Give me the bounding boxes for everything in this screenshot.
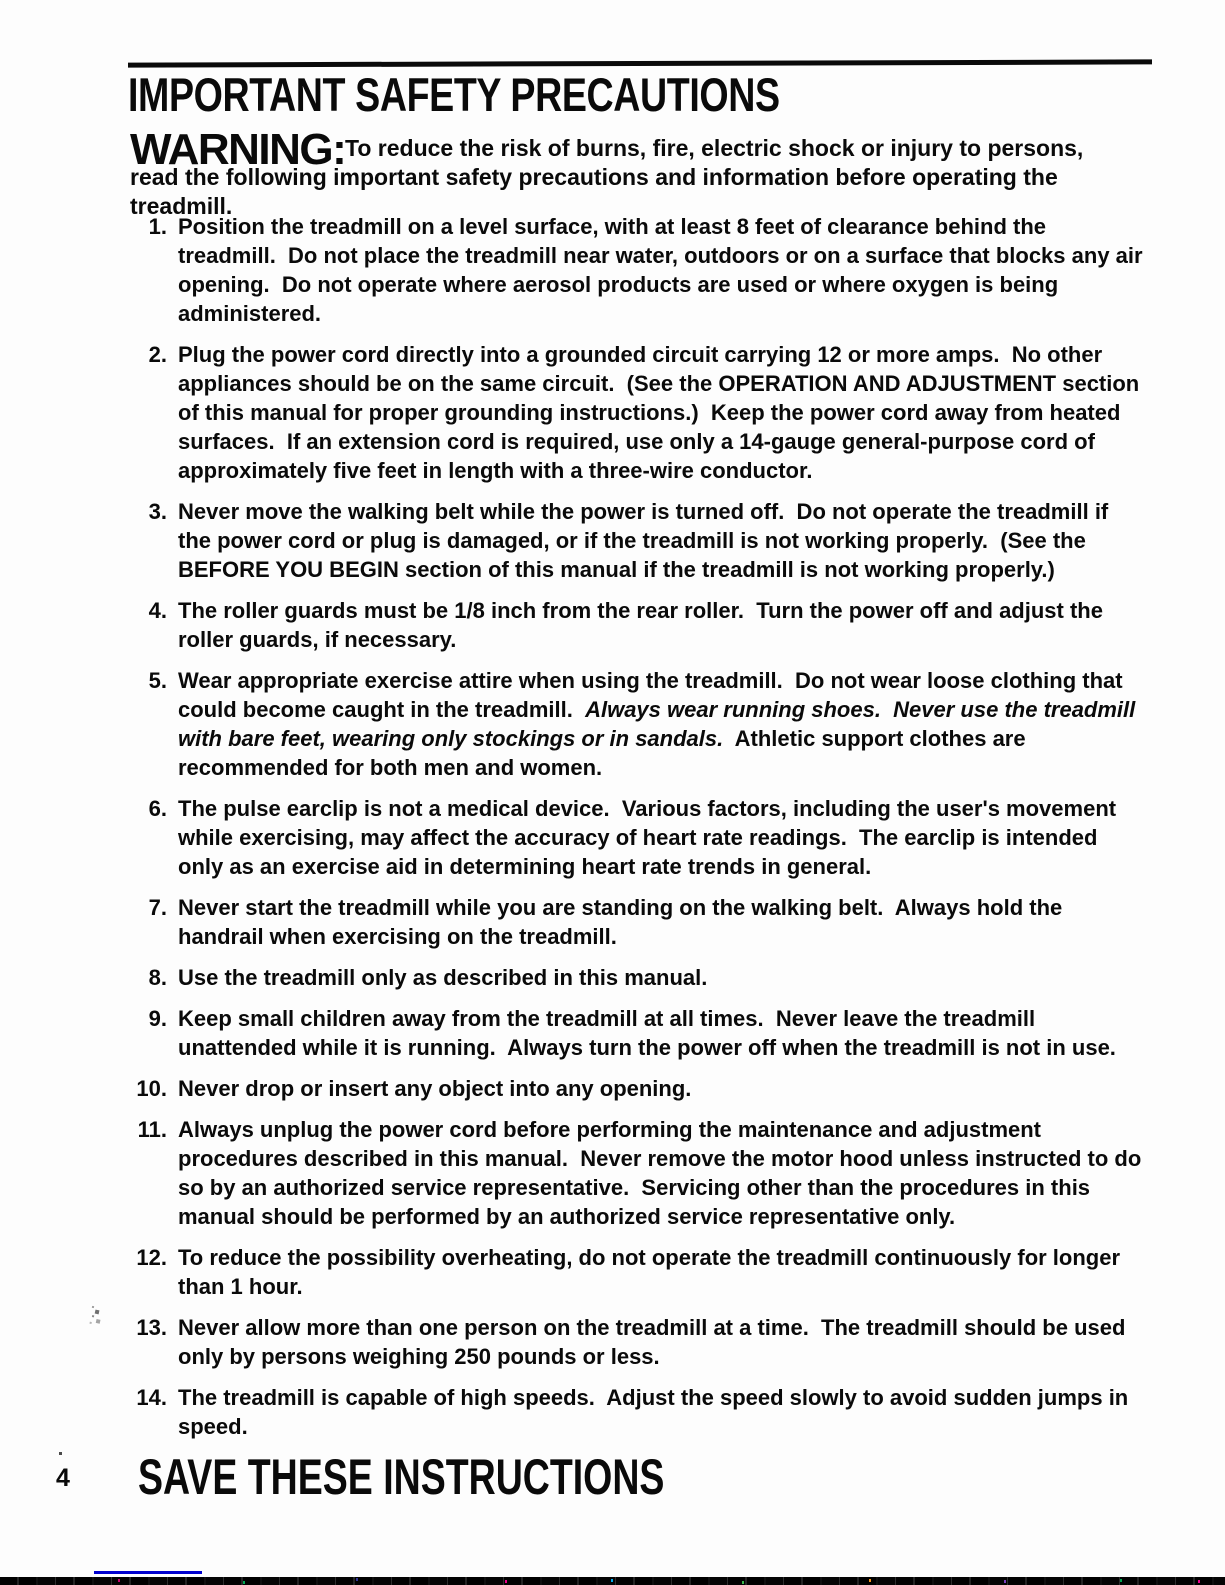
item-text [178, 1313, 1144, 1371]
list-item [130, 340, 1144, 485]
list-item [130, 963, 1144, 992]
list-item [130, 212, 1149, 328]
warning-label: WARNING: [130, 125, 346, 174]
title-rule [128, 59, 1152, 67]
list-item [130, 893, 1144, 951]
item-number: 10. [136, 1076, 167, 1101]
item-number: 1. [148, 214, 167, 239]
item-text-segment: Athletic support clothes are recommended for both men and women. [178, 726, 1032, 780]
item-number: 3. [148, 499, 167, 524]
item-number: 9. [148, 1006, 167, 1031]
list-item [130, 1115, 1148, 1231]
item-text [178, 1243, 1144, 1301]
item-number: 2. [148, 342, 167, 367]
item-text-segment: Never allow more than one person on the treadmill at a time. The treadmill should be used only by persons weighing 250 pounds or less. [178, 1315, 1132, 1369]
item-text [178, 1115, 1148, 1231]
item-text-segment: Wear appropriate exercise attire when using the treadmill. Do not wear loose clothing that could become caught in the treadmill. [178, 668, 1129, 722]
page-number: 4 [56, 1464, 70, 1492]
item-number: 11. [137, 1117, 167, 1142]
precautions-list [130, 212, 1149, 1453]
list-item [130, 1313, 1144, 1371]
item-text [178, 1004, 1144, 1062]
item-text-segment: Plug the power cord directly into a grounded circuit carrying 12 or more amps. No other appliances should be on the same circuit. (See the OPERATION AND ADJUSTMENT section of this manual for proper grounding instructions.) Keep the power cord away from heated surfaces. If an extension cord is required, use only a 14-gauge general-purpose cord of approximately five feet in length with a three-wire conductor. [178, 342, 1146, 483]
item-number: 4. [148, 598, 167, 623]
item-number: 7. [148, 895, 167, 920]
scan-noise [0, 1577, 2, 1580]
page-title: IMPORTANT SAFETY PRECAUTIONS [128, 68, 780, 121]
item-text [178, 596, 1144, 654]
bottom-scan-edge [0, 1577, 1225, 1585]
item-text-segment: Position the treadmill on a level surface, with at least 8 feet of clearance behind the treadmill. Do not place the treadmill near water, outdoors or on a surface that blocks any air opening. Do not operate where aerosol products are used or where oxygen is being administered. [178, 214, 1149, 326]
item-text-segment: Never drop or insert any object into any opening. [178, 1076, 692, 1101]
item-number: 5. [148, 668, 167, 693]
item-text [178, 212, 1149, 328]
item-text-segment: The treadmill is capable of high speeds. Adjust the speed slowly to avoid sudden jumps in speed. [178, 1385, 1135, 1439]
item-text-segment: To reduce the possibility overheating, do not operate the treadmill continuously for longer than 1 hour. [178, 1245, 1127, 1299]
item-text-segment: Never start the treadmill while you are standing on the walking belt. Always hold the handrail when exercising on the treadmill. [178, 895, 1069, 949]
item-text [178, 1383, 1144, 1441]
item-text-segment: Keep small children away from the treadmill at all times. Never leave the treadmill unattended while it is running. Always turn the power off when the treadmill is not in use. [178, 1006, 1116, 1060]
list-item [130, 1383, 1144, 1441]
item-number: 13. [136, 1315, 167, 1340]
item-text-italic-segment: Always wear running shoes. Never use the treadmill with bare feet, wearing only stockings or in sandals. [178, 697, 1142, 751]
list-item [130, 596, 1144, 654]
item-text [178, 340, 1144, 485]
item-text [178, 1074, 1144, 1103]
footer-blue-line [94, 1571, 202, 1574]
list-item [130, 1243, 1144, 1301]
list-item [130, 666, 1144, 782]
item-number: 6. [148, 796, 167, 821]
list-item [130, 794, 1144, 881]
item-number: 14. [136, 1385, 167, 1410]
item-number: 12. [136, 1245, 167, 1270]
item-text-segment: The pulse earclip is not a medical device. Various factors, including the user's movement while exercising, may affect the accuracy of heart rate readings. The earclip is intended only as an exercise aid in determining heart rate trends in general. [178, 796, 1123, 879]
list-item [130, 497, 1144, 584]
item-text [178, 497, 1144, 584]
item-text [178, 893, 1144, 951]
item-text [178, 963, 1144, 992]
save-instructions-heading: SAVE THESE INSTRUCTIONS [138, 1449, 665, 1505]
item-text [178, 666, 1144, 782]
item-number: 8. [148, 965, 167, 990]
warning-paragraph [130, 125, 1134, 221]
list-item [130, 1074, 1144, 1103]
scan-dot [59, 1452, 62, 1455]
warning-text: To reduce the risk of burns, fire, electric shock or injury to persons, read the following important safety precautions and information before operating the treadmill. [130, 135, 1090, 219]
scan-speck [92, 1306, 94, 1308]
item-text-segment: Use the treadmill only as described in this manual. [178, 965, 708, 990]
item-text-segment: Always unplug the power cord before performing the maintenance and adjustment procedures described in this manual. Never remove the motor hood unless instructed to do so by an authorized service representative. Servicing other than the procedures in this manual should be performed by an authorized service representative only. [178, 1117, 1148, 1229]
item-text-segment: The roller guards must be 1/8 inch from the rear roller. Turn the power off and adjust the roller guards, if necessary. [178, 598, 1110, 652]
list-item [130, 1004, 1144, 1062]
item-text [178, 794, 1144, 881]
item-text-segment: Never move the walking belt while the power is turned off. Do not operate the treadmill if the power cord or plug is damaged, or if the treadmill is not working properly. (See the BEFORE YOU BEGIN section of this manual if the treadmill is not working properly.) [178, 499, 1115, 582]
